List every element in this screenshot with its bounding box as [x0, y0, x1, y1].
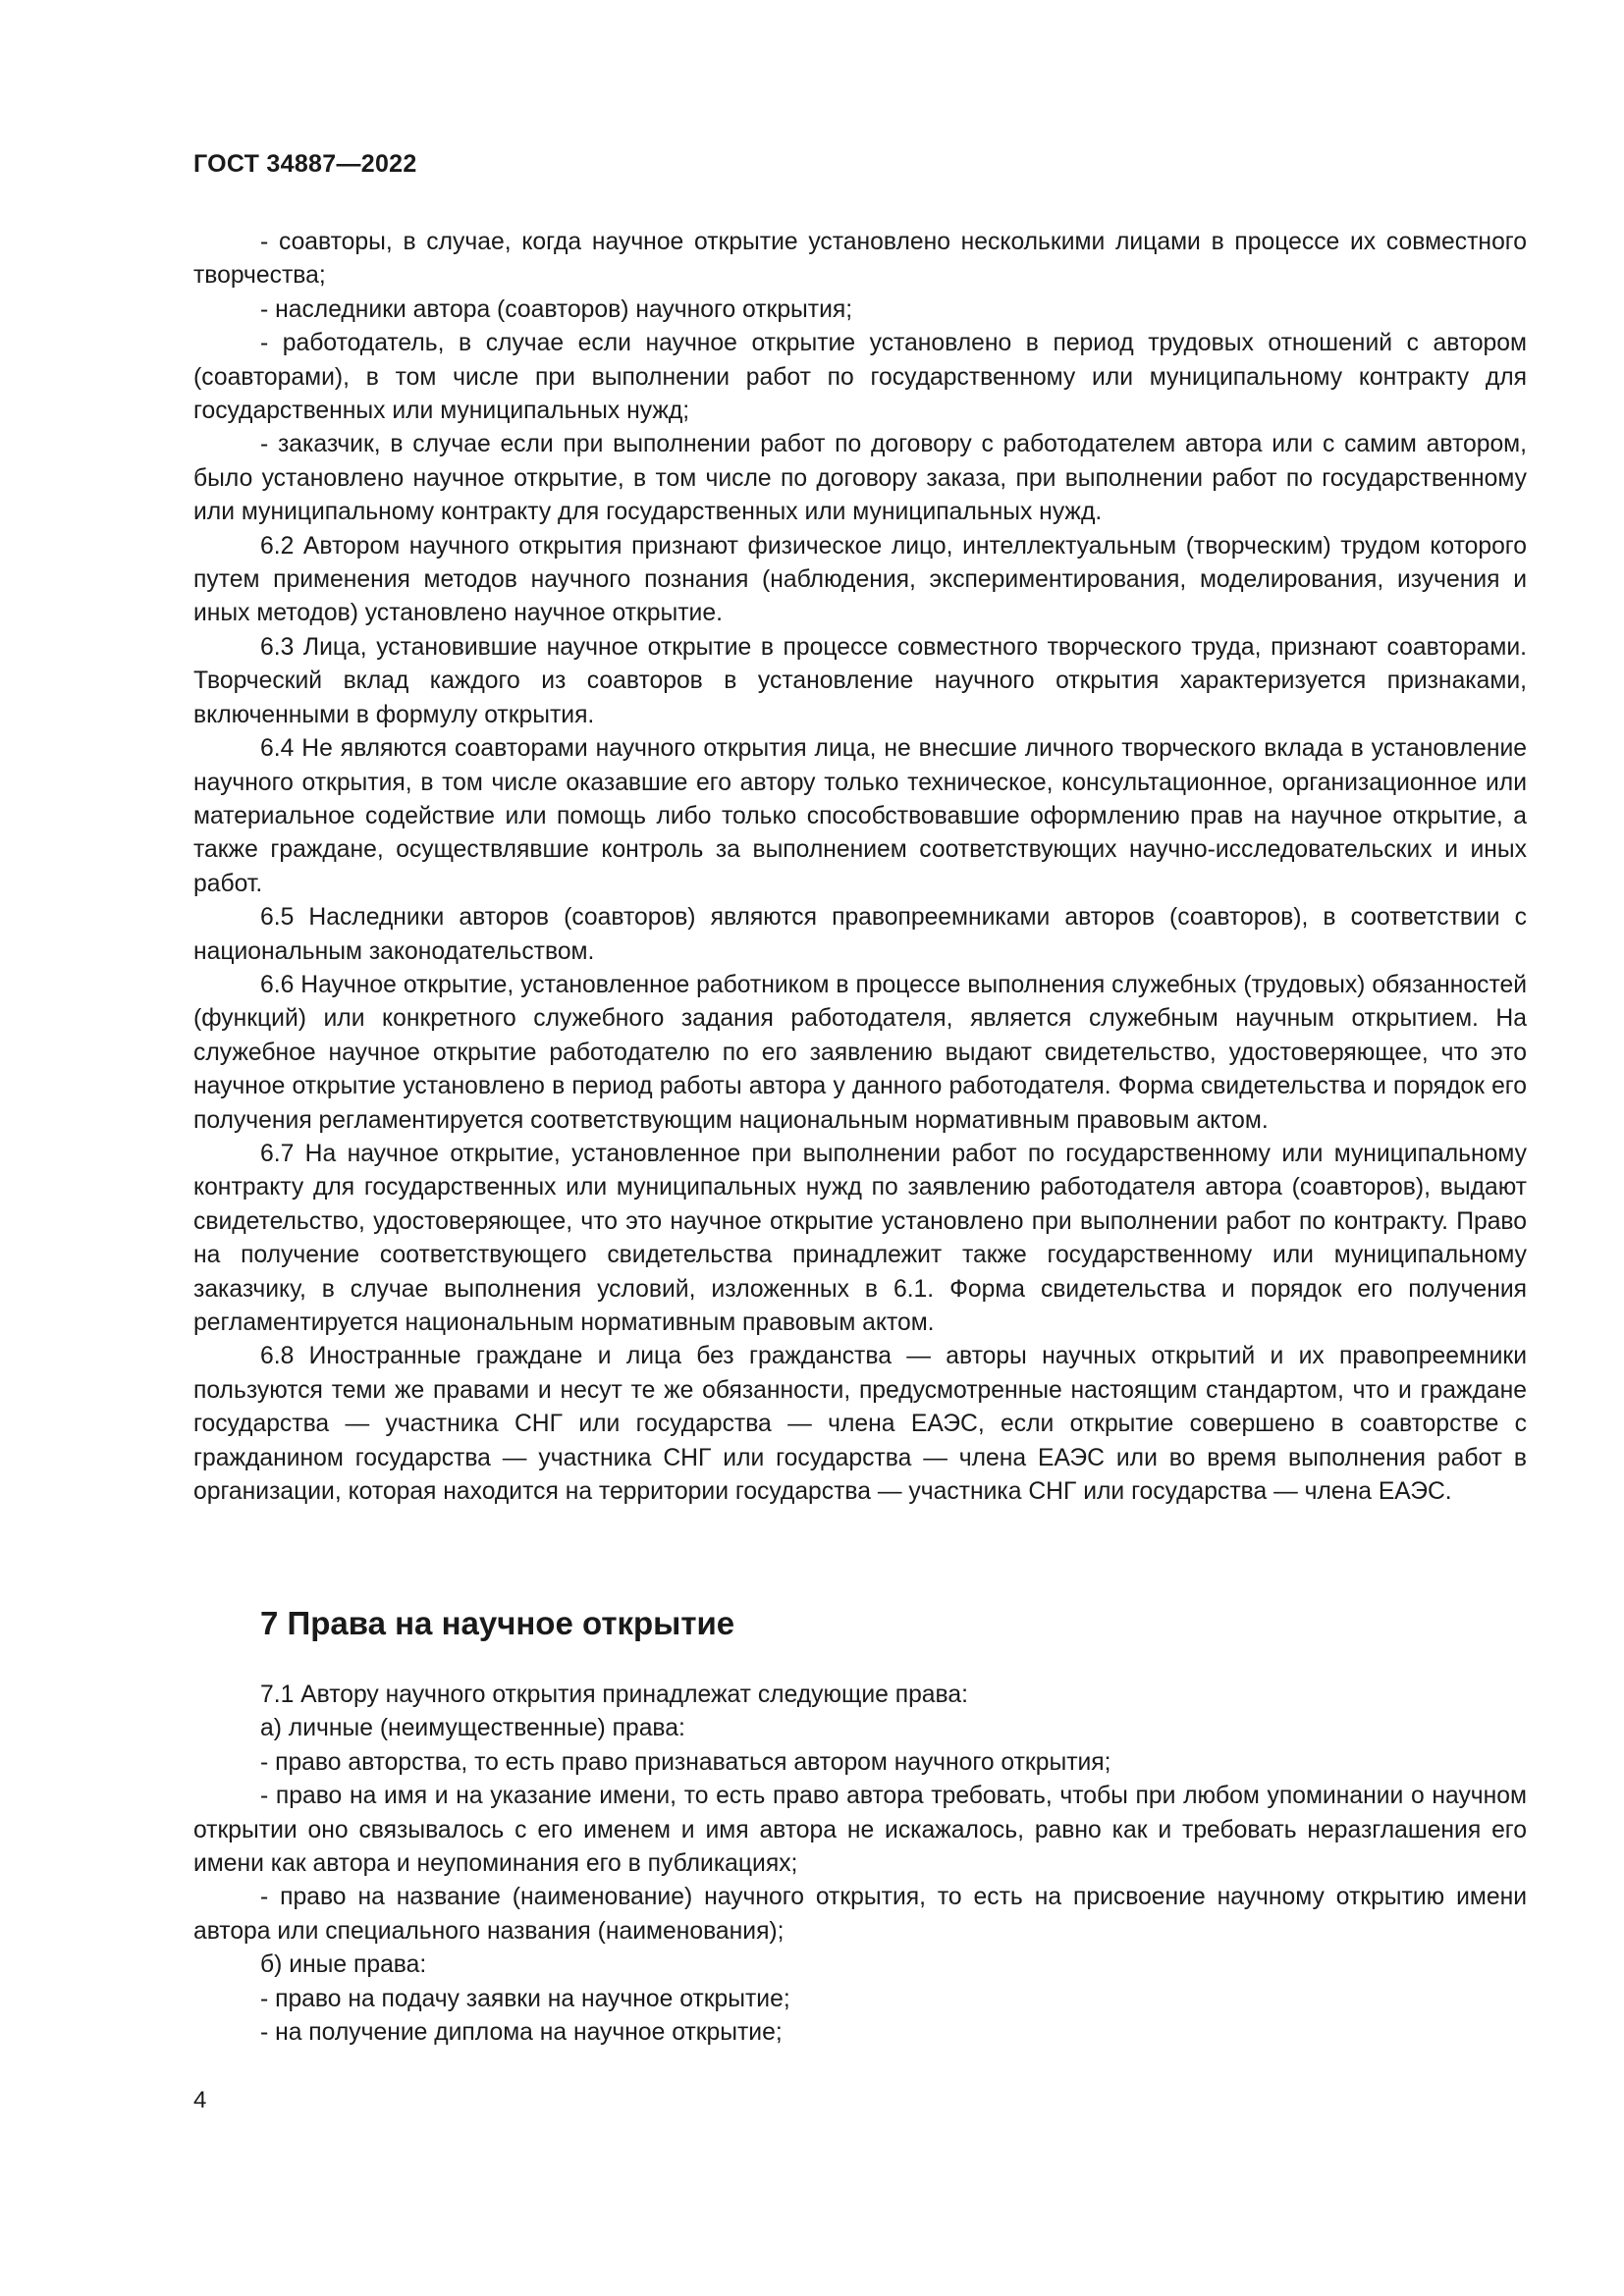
- paragraph: 7.1 Автору научного открытия принадлежат следующие права:: [260, 1682, 968, 1708]
- section-7-body: [193, 1679, 1527, 2050]
- paragraph: 6.5 Наследники авторов (соавторов) являются правопреемниками авторов (соавторов), в соответствии с национальным законодательством.: [193, 904, 1527, 965]
- paragraph: а) личные (неимущественные) права:: [260, 1715, 685, 1742]
- paragraph: 6.8 Иностранные граждане и лица без гражданства — авторы научных открытий и их правопреемники пользуются теми же правами и несут те же обязанности, предусмотренные настоящим стандартом, что и граждане государства — участника СНГ или государства — члена ЕАЭС, если открытие совершено в соавторстве с гражданином государства — участника СНГ или государства — члена ЕАЭС или во время выполнения работ в организации, которая находится на территории государства — участника СНГ или государства — члена ЕАЭС.: [193, 1343, 1527, 1506]
- paragraph: - работодатель, в случае если научное открытие установлено в период трудовых отношений с автором (соавторами), в том числе при выполнении работ по государственному или муниципальному контракту для государственных или муниципальных нужд;: [193, 330, 1527, 425]
- document-header: ГОСТ 34887—2022: [193, 150, 417, 178]
- paragraph: - наследники автора (соавторов) научного открытия;: [260, 295, 853, 323]
- paragraph: - заказчик, в случае если при выполнении работ по договору с работодателем автора или с самим автором, было установлено научное открытие, в том числе по договору заказа, при выполнении работ по государственному или муниципальному контракту для государственных или муниципальных нужд.: [193, 431, 1527, 526]
- paragraph: - соавторы, в случае, когда научное открытие установлено несколькими лицами в процессе их совместного творчества;: [193, 229, 1527, 290]
- page-number: 4: [193, 2087, 207, 2113]
- paragraph: 6.4 Не являются соавторами научного открытия лица, не внесшие личного творческого вклада в установление научного открытия, в том числе оказавшие его автору только техническое, консультационное, организационное или материальное содействие или помощь либо только способствовавшие оформлению прав на научное открытие, а также граждане, осуществлявшие контроль за выполнением соответствующих научно-исследовательских и иных работ.: [193, 735, 1527, 897]
- paragraph: - право на название (наименование) научного открытия, то есть на присвоение научному открытию имени автора или специального названия (наименования);: [193, 1884, 1527, 1945]
- section-6-body: [193, 226, 1527, 1509]
- paragraph: - на получение диплома на научное открытие;: [260, 2019, 783, 2047]
- section-title: 7 Права на научное открытие: [260, 1605, 735, 1641]
- paragraph: 6.3 Лица, установившие научное открытие в процессе совместного творческого труда, признают соавторами. Творческий вклад каждого из соавторов в установление научного открытия характеризуется признаками, включенными в формулу открытия.: [193, 633, 1527, 728]
- paragraph: 6.2 Автором научного открытия признают физическое лицо, интеллектуальным (творческим) трудом которого путем применения методов научного познания (наблюдения, экспериментирования, моделирования, изучения и иных методов) установлено научное открытие.: [193, 532, 1527, 627]
- paragraph: 6.7 На научное открытие, установленное при выполнении работ по государственному или муниципальному контракту для государственных или муниципальных нужд по заявлению работодателя автора (соавторов), выдают свидетельство, удостоверяющее, что это научное открытие установлено при выполнении работ по контракту. Право на получение соответствующего свидетельства принадлежит также государственному или муниципальному заказчику, в случае выполнения условий, изложенных в 6.1. Форма свидетельства и порядок его получения регламентируется национальным нормативным правовым актом.: [193, 1140, 1527, 1336]
- paragraph: б) иные права:: [260, 1951, 427, 1979]
- paragraph: - право на имя и на указание имени, то есть право автора требовать, чтобы при любом упоминании о научном открытии оно связывалось с его именем и имя автора не искажалось, равно как и требовать неразглашения его имени как автора и неупоминания его в публикациях;: [193, 1783, 1527, 1878]
- paragraph: - право авторства, то есть право признаваться автором научного открытия;: [260, 1748, 1111, 1776]
- paragraph: 6.6 Научное открытие, установленное работником в процессе выполнения служебных (трудовых) обязанностей (функций) или конкретного служебного задания работодателя, является служебным научным открытием. На служебное научное открытие работодателю по его заявлению выдают свидетельство, удостоверяющее, что это научное открытие установлено в период работы автора у данного работодателя. Форма свидетельства и порядок его получения регламентируется соответствующим национальным нормативным правовым актом.: [193, 971, 1527, 1134]
- paragraph: - право на подачу заявки на научное открытие;: [260, 1985, 790, 2012]
